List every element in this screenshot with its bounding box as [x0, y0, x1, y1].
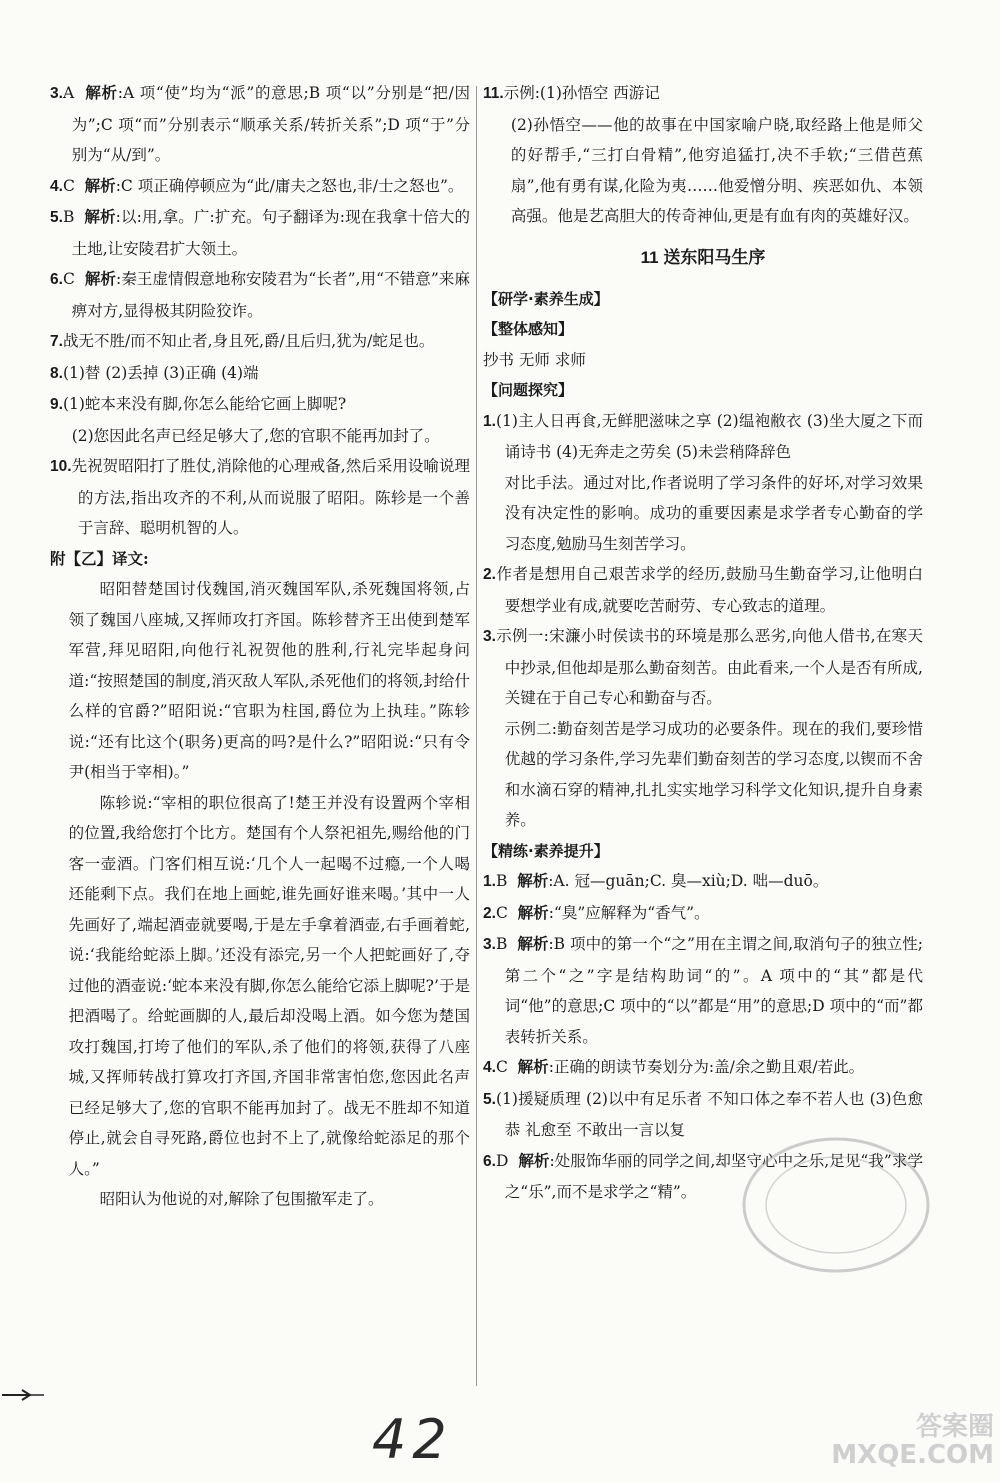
answer-item-11-part2: (2)孙悟空——他的故事在中国家喻户晓,取经路上他是师父的好帮手,“三打白骨精”,他穷追猛打,决不手软;“三借芭蕉扇”,他有勇有谋,化险为夷……他爱憎分明、疾恶如仇、本领高强。他是艺高胆大的传奇神仙,更是有血有肉的英雄好汉。	[510, 115, 923, 225]
seal-stamp-icon	[736, 1130, 936, 1280]
watermark-line-1: 答案圈	[915, 1412, 994, 1442]
answer-item-9-part2: (2)您因此名声已经足够大了,您的官职不能再加封了。	[71, 426, 440, 445]
answer-item-8: 8.(1)替 (2)丢掉 (3)正确 (4)端	[50, 363, 259, 382]
section-heading-practice: 【精练·素养提升】	[483, 841, 609, 860]
handwritten-page-number: 42	[372, 1408, 453, 1471]
answer-item-9: 9.(1)蛇本来没有脚,你怎么能给它画上脚呢?	[50, 395, 347, 413]
lesson-title: 11 送东阳马生序	[640, 247, 766, 267]
answer-item-11: 11.示例:(1)孙悟空 西游记	[483, 84, 660, 102]
answer-item-4: 4.C 解析:C 项正确停顿应为“此/庸夫之怒也,非/士之怒也”。	[50, 175, 464, 195]
section-heading-overview: 【整体感知】	[483, 320, 574, 338]
watermark-line-2: MXQE.COM	[831, 1440, 994, 1470]
practice-item-2: 2.C 解析:“臭”应解释为“香气”。	[483, 902, 710, 922]
answer-item-5: 5.B 解析:以:用,拿。广:扩充。句子翻译为:现在我拿十倍大的土地,让安陵君扩大领土。	[50, 207, 470, 258]
practice-item-5: 5.(1)援疑质理 (2)以中有足乐者 不知口体之奉不若人也 (3)色愈恭 礼愈至 不敢出一言以复	[483, 1089, 923, 1139]
practice-item-1: 1.B 解析:A. 冠—guān;C. 臭—xiù;D. 咄—duō。	[483, 871, 829, 890]
answer-item-7: 7.战无不胜/而不知止者,身且死,爵/且后归,犹为/蛇足也。	[50, 332, 435, 350]
column-divider	[476, 86, 477, 1386]
appendix-title: 附【乙】译文:	[50, 548, 149, 568]
answer-item-10: 10.先祝贺昭阳打了胜仗,消除他的心理戒备,然后采用设喻说理的方法,指出攻齐的不利,从而说服了昭阳。陈轸是一个善于言辞、聪明机智的人。	[50, 457, 470, 537]
section-heading-inquiry: 【问题探究】	[483, 381, 574, 399]
practice-item-4: 4.C 解析:正确的朗读节奏划分为:盖/余之勤且艰/若此。	[483, 1057, 865, 1076]
left-column	[50, 78, 470, 1215]
arrow-right-icon	[0, 1388, 44, 1402]
inquiry-item-1: 1.(1)主人日再食,无鲜肥滋味之享 (2)缊袍敝衣 (3)坐大厦之下而诵诗书 (4)无奔走之劳矣 (5)未尝稍降辞色	[483, 411, 923, 461]
practice-item-6: 6.D 解析:处服饰华丽的同学之间,却坚守心中之乐,足见“我”求学之“乐”,而不是求学之“精”。	[483, 1150, 923, 1201]
practice-item-3: 3.B 解析:B 项中的第一个“之”用在主谓之间,取消句子的独立性;第二个“之”字是结构助词“的”。A 项中的“其”都是代词“他”的意思;C 项中的“以”都是“用”的意思;D 项中的“而”都表转折关系。	[483, 934, 923, 1046]
appendix-paragraph-1: 昭阳替楚国讨伐魏国,消灭魏国军队,杀死魏国将领,占领了魏国八座城,又挥师攻打齐国。陈轸替齐王出使到楚军军营,拜见昭阳,向他行礼祝贺他的胜利,行礼完毕起身问道:“按照楚国的制度,消灭敌人军队,杀死他们的将领,封给什么样的官爵?”昭阳说:“官职为柱国,爵位为上执珪。”陈轸说:“还有比这个(职务)更高的吗?是什么?”昭阳说:“只有令尹(相当于宰相)。”	[68, 580, 470, 781]
appendix-paragraph-2: 陈轸说:“宰相的职位很高了!楚王并没有设置两个宰相的位置,我给您打个比方。楚国有个人祭祀祖先,赐给他的门客一壶酒。门客们相互说:‘几个人一起喝不过瘾,一个人喝还能剩下点。我们在地上画蛇,谁先画好谁来喝。’其中一人先画好了,端起酒壶就要喝,于是左手拿着酒壶,右手画着蛇,说:‘我能给蛇添上脚。’还没有添完,另一个人把蛇画好了,夺过他的酒壶说:‘蛇本来没有脚,你怎么能给它添上脚呢?’于是把酒喝了。给蛇画脚的人,最后却没喝上酒。如今您为楚国攻打魏国,打垮了他们的军队,杀了他们的将领,获得了八座城,又挥师转战打算攻打齐国,齐国非常害怕您,您因此名声已经足够大了,您的官职不能再加封了。战无不胜却不知道停止,就会自寻死路,爵位也封不上了,就像给蛇添足的那个人。”	[68, 793, 470, 1178]
site-watermark	[831, 1413, 994, 1469]
answer-item-6: 6.C 解析:秦王虚情假意地称安陵君为“长者”,用“不错意”来麻痹对方,显得极其阴险狡诈。	[50, 269, 470, 320]
overview-answer: 抄书 无师 求师	[483, 350, 586, 369]
inquiry-item-3-example2: 示例二:勤奋刻苦是学习成功的必要条件。现在的我们,要珍惜优越的学习条件,学习先辈们勤奋刻苦的学习态度,以锲而不舍和水滴石穿的精神,扎扎实实地学习科学文化知识,提升自身素养。	[504, 719, 923, 829]
answer-item-3: 3.A 解析:A 项“使”均为“派”的意思;B 项“以”分别是“把/因为”;C 项“而”分别表示“顺承关系/转折关系”;D 项“于”分别为“从/到”。	[50, 83, 470, 164]
appendix-paragraph-3: 昭阳认为他说的对,解除了包围撤军走了。	[99, 1190, 384, 1208]
right-column	[483, 78, 923, 1208]
inquiry-item-2: 2.作者是想用自己艰苦求学的经历,鼓励马生勤奋学习,让他明白要想学业有成,就要吃苦耐劳、专心致志的道理。	[483, 565, 923, 615]
section-heading-study: 【研学·素养生成】	[483, 289, 609, 308]
inquiry-item-1-note: 对比手法。通过对比,作者说明了学习条件的好坏,对学习效果没有决定性的影响。成功的重要因素是求学者专心勤奋的学习态度,勉励马生刻苦学习。	[504, 473, 923, 553]
inquiry-item-3: 3.示例一:宋濂小时侯读书的环境是那么恶劣,向他人借书,在寒天中抄录,但他却是那么勤奋刻苦。由此看来,一个人是否有所成,关键在于自己专心和勤奋与否。	[483, 627, 923, 707]
